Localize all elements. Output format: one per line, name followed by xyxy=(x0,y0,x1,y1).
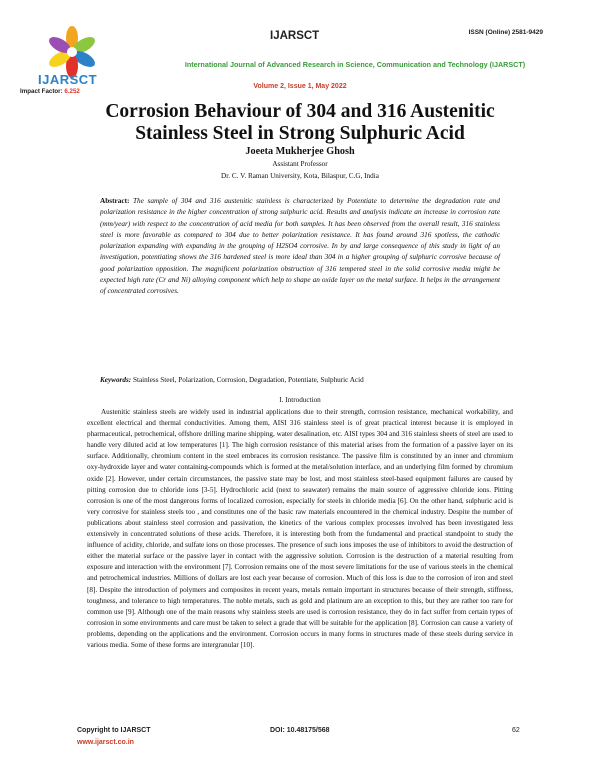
impact-factor-label: Impact Factor: xyxy=(20,88,63,95)
author-role: Assistant Professor xyxy=(272,160,328,168)
logo-text: IJARSCT xyxy=(38,72,98,87)
keywords xyxy=(100,376,500,384)
author-affiliation: Dr. C. V. Raman University, Kota, Bilaspur, C.G, India xyxy=(221,172,379,180)
abstract xyxy=(100,196,500,298)
abstract-text: The sample of 304 and 316 austenitic stainless is characterized by Potentiate to determine the degradation rate and polarization resistance in the higher concentration of strong sulphuric acid. Results and analysis indicate an increase in corrosion rate (mm/year) with respect to the concentration of acid media for both samples. It has been observed from the overall result, 316 stainless steel is more favorable as compared to 304 due to better polarization resistance. It has found around 316 spotless, the cathodic polarization expanding with expanding in the grouping of H2SO4 corrosive. In by and large consequence of this study in light of an investigation, potentiating shows the 316 hardened steel is more ideal than 304 in a higher grouping of sulphuric corrosive because of good polarization opposition. The magnificent polarization obstruction of 316 tempered steel in the solid corrosive media might be expected high rate (Cr and Ni) alloying component which help to shape an oxide layer on the metal surface. It helps in the arrangement of concentrated corrosives. xyxy=(100,197,500,296)
header-brand: IJARSCT xyxy=(270,30,320,42)
author-name: Joeeta Mukherjee Ghosh xyxy=(245,146,355,157)
section-heading: I. Introduction xyxy=(279,396,321,404)
page-number: 62 xyxy=(512,727,520,734)
abstract-label: Abstract: xyxy=(100,197,130,205)
footer-website-link[interactable]: www.ijarsct.co.in xyxy=(77,739,134,746)
volume-issue: Volume 2, Issue 1, May 2022 xyxy=(253,83,347,90)
impact-factor-value: 6.252 xyxy=(64,88,80,95)
keywords-text: Stainless Steel, Polarization, Corrosion, Degradation, Potentiate, Sulphuric Acid xyxy=(132,376,364,384)
keywords-label: Keywords: xyxy=(100,376,132,384)
paper-title xyxy=(40,101,560,144)
journal-name: International Journal of Advanced Research in Science, Communication and Technology (IJARSCT) xyxy=(184,60,526,69)
footer-doi[interactable]: DOI: 10.48175/568 xyxy=(270,727,330,734)
footer-copyright: Copyright to IJARSCT xyxy=(77,727,151,734)
paper-title-line-2: Stainless Steel in Strong Sulphuric Acid xyxy=(135,122,465,144)
issn: ISSN (Online) 2581-9429 xyxy=(468,29,543,36)
introduction-body: Austenitic stainless steels are widely used in industrial applications due to their strength, corrosion resistance, mechanical workability, and excellent electrical and thermal conductivities. Among them, AISI 316 stainless steel is of great practical interest because it is employed in pharmaceutical, petrochemical, offshore drilling marine shipping, water desalination, etc. AISI types 304 and 316 stainless sheets of steel are used to handle very diluted acid at low temperatures [1]. The high corrosion resistance of this material arises from the formation of a passive layer on its surface. Additionally, chromium content in the steel embraces its corrosion resistance. The passive film is constituted by an inner and chromium oxy-hydroxide layer and water containing-compounds which is formed at the metal/solution interface, and an underlying film formed by chromium oxide [2]. However, under certain circumstances, the passive state may be lost, and most stainless steel-based equipment failures are caused by pitting corrosion due to chloride ions [3-5]. Hydrochloric acid (next to seawater) remains the main source of aggressive chloride ions. Pitting corrosion is one of the most dangerous forms of localized corrosion, especially for steels in chloride media [6]. On the other hand, sulphuric acid is very corrosive for stainless steels too , and constitutes one of the basic raw materials encountered in the chemical industry. Despite the number of publications about stainless steel corrosion and passivation, the kinetics of the various complex processes involved has been investigated less extensively in concentrated solutions of these acids. Therefore, it is interesting both from the fundamental and practical standpoint to study the influence of acidity, chloride, and sulfate ions on those processes. The presence of such ions imposes the use of inhibitors to avoid the destruction of either the material surface or the passive layer in contact with the aggressive solution. Corrosion is the destruction of a material resulting from exposure and interaction with the environment [7]. Corrosion remains one of the most severe limitations for the use of various steels in the chemical and petrochemical industries. Millions of dollars are lost each year because of corrosion. Much of this loss is due to the corrosion of iron and steel [8]. Despite the introduction of polymers and composites in recent years, metals remain important in structures because of their strength, stiffness, toughness, and tolerance to high temperatures. The noble metals, such as gold and platinum are an exception to this, but they are rather too rare for common use [9]. Although one of the main reasons why stainless steels are used is corrosion resistance, they do in fact suffer from certain types of corrosion in some environments and care must be taken to select a grade that will be suitable for the application [8]. Corrosion can cause a variety of problems, depending on the applications and the environment. Corrosion occurs in many forms in structures made of these steels during service in various media. Some of these forms are intergranular [10]. xyxy=(87,408,513,649)
paper-title-line-1: Corrosion Behaviour of 304 and 316 Austenitic xyxy=(105,101,495,122)
